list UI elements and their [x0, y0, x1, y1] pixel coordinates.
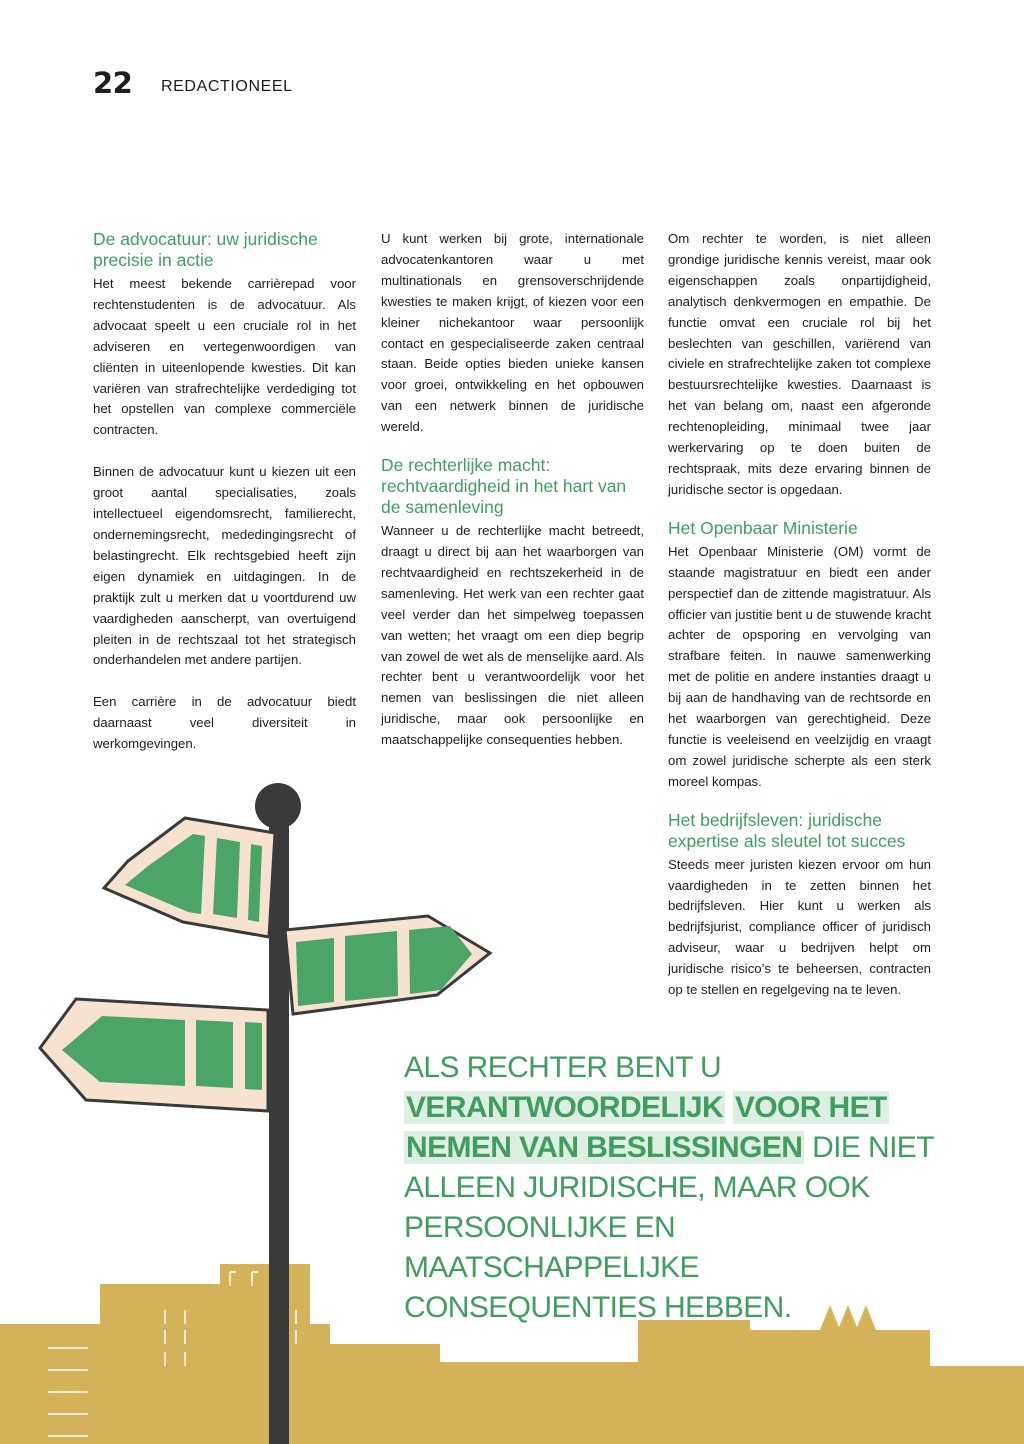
paragraph: Het meest bekende carrièrepad voor rechtenstudenten is de advocatuur. Als advocaat speelt u een cruciale rol in het adviseren en vertegenwoordigen van cliënten in uiteenlopende kwesties. Dit kan variëren van strafrechtelijke verdediging tot het opstellen van complexe commerciële contracten. [93, 276, 356, 438]
paragraph: Een carrière in de advocatuur biedt daarnaast veel diversiteit in werkomgevingen. [93, 694, 356, 752]
heading-openbaar-ministerie: Het Openbaar Ministerie [668, 517, 858, 538]
quote-highlight: VOOR HET [734, 1091, 887, 1124]
signpost-icon [40, 999, 268, 1111]
paragraph: Steeds meer juristen kiezen ervoor om hun vaardigheden in te zetten binnen het bedrijfsleven. Hier kunt u werken als bedrijfsjurist, compliance officer of juridisch adviseur, waar u bedrijven helpt om juridische risico’s te beheersen, contracten op te stellen en regelgeving na te leven. [668, 856, 931, 998]
paragraph: U kunt werken bij grote, internationale advocatenkantoren waar u met multinationals en grensoverschrijdende kwesties te maken krijgt, of kiezen voor een kleiner nichekantoor waar persoonlijk contact en gespecialiseerde zaken centraal staan. Beide opties bieden unieke kansen voor groei, ontwikkeling en het opbouwen van een netwerk binnen de juridische wereld. [381, 231, 644, 435]
quote-text: ALS RECHTER BENT U [404, 1051, 722, 1084]
quote-highlight: VERANTWOORDELIJK [406, 1091, 724, 1124]
page-number: 22 [93, 66, 133, 100]
quote-highlight: NEMEN VAN BESLISSINGEN [406, 1131, 803, 1164]
heading-bedrijfsleven: Het bedrijfsleven: juridische expertise als sleutel tot succes [668, 809, 906, 851]
pull-quote [404, 1048, 944, 1328]
paragraph: Het Openbaar Ministerie (OM) vormt de staande magistratuur en biedt een ander perspectief dan de zittende magistratuur. Als officier van justitie bent u de stuwende kracht achter de opsporing en vervolging van strafbare feiten. In nauwe samenwerking met de politie en andere instanties draagt u bij aan de handhaving van de rechtsorde en het waarborgen van gerechtigheid. Deze functie is veeleisend en veelzijdig en vraagt om zowel juridische scherpte als een sterk moreel kompas. [668, 543, 931, 789]
paragraph: Om rechter te worden, is niet alleen grondige juridische kennis vereist, maar ook eigenschappen zoals onpartijdigheid, analytisch denkvermogen en empathie. De functie omvat een cruciale rol bij het beslechten van geschillen, variërend van civiele en strafrechtelijke zaken tot complexe bestuursrechtelijke kwesties. Daarnaast is het van belang om, naast een afgeronde rechtenopleiding, minimaal twee jaar werkervaring op te doen buiten de rechtspraak, mits deze ervaring binnen de juridische sector is opgedaan. [668, 231, 931, 497]
text-column-1 [93, 229, 356, 755]
text-column-2 [381, 229, 644, 751]
paragraph: Wanneer u de rechterlijke macht betreedt, draagt u direct bij aan het waarborgen van rechtvaardigheid en rechtszekerheid in de samenleving. Het werk van een rechter gaat veel verder dan het simpelweg toepassen van wetten; het vraagt om een diep begrip van zowel de wet als de menselijke aard. Als rechter bent u verantwoordelijk voor het nemen van beslissingen die niet alleen juridische, maar ook persoonlijke en maatschappelijke consequenties hebben. [381, 523, 644, 748]
heading-advocatuur: De advocatuur: uw juridische precisie in actie [93, 229, 318, 270]
signpost-icon [285, 916, 490, 1014]
signpost-icon [104, 818, 275, 937]
section-label: REDACTIONEEL [161, 78, 293, 95]
signpost-cap [255, 783, 301, 829]
paragraph: Binnen de advocatuur kunt u kiezen uit een groot aantal specialisaties, zoals intellectueel eigendomsrecht, familierecht, ondernemingsrecht, mededingingsrecht of belastingrecht. Elk rechtsgebied heeft zijn eigen dynamiek en uitdagingen. In de praktijk zult u merken dat u voortdurend uw vaardigheden aanscherpt, van overtuigend pleiten in de rechtszaal tot het strategisch onderhandelen met andere partijen. [93, 464, 356, 668]
quote-text: DIE NIET ALLEEN JURIDISCHE, MAAR OOK PERSOONLIJKE EN MAATSCHAPPELIJKE CONSEQUENTIES HEBBEN. [404, 1131, 934, 1324]
heading-rechterlijke-macht: De rechterlijke macht: rechtvaardigheid in het hart van de samenleving [381, 455, 627, 518]
